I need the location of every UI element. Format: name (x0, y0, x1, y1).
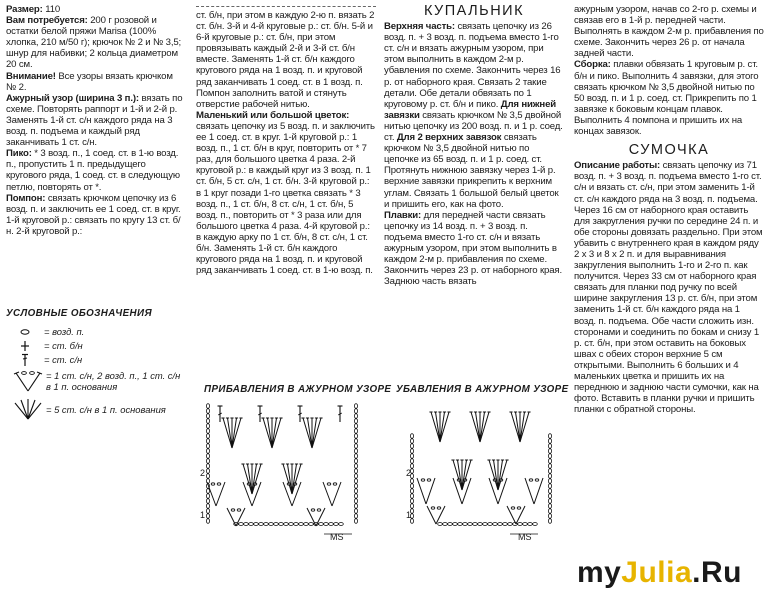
chain-stitch-mark (548, 449, 551, 454)
work-description-text: связать цепочку из 71 возд. п. + 3 возд. п. подъема вместо 1-го ст. с/н и вязать ст. с/н, при этом заменить 1-й ст. с/н каждого ряда на 3 возд. п. подъема. Через 16 см от наборного края оставить для закругления ручки по середине 24 п. и обе стороны довязать раздельно. При этом убавить с внутреннего края в каждом ряду 2 х 3 и 8 х 2 п. и для выравнивания закругления выполнить 1-го и 2-го п. как получится. Через 33 см от наборного края связать для планки под ручку по всей ширине закругления 13 р. ст. б/н, при этом заменить 1-й ст. б/н каждого ряда на 1 возд. п. подъема. Обе части сложить изн. сторонами и соединить по бокам и снизу 1 р. ст. б/н, при этом оставить на боковых швах с обеих сторон верхние 5 см открытыми. Выполнить 6 больших и 4 маленьких цветка и пришить их на переднюю и заднюю части сумочки, как на фото. Вставить в планки ручки и пришить планки с обратной стороны. (574, 160, 763, 416)
chain-stitch-mark (548, 459, 551, 464)
chain-stitch-mark (458, 523, 463, 526)
shell-stitch-mark (223, 418, 232, 448)
shell-stitch-mark (440, 412, 445, 442)
shell-stitch-mark (520, 412, 529, 442)
shell-stitch-mark (520, 412, 525, 442)
shell-stitch-mark (272, 418, 281, 448)
chain-stitch-mark (259, 523, 264, 526)
chain-stitch-mark (548, 439, 551, 444)
chain-stitch-mark (299, 523, 304, 526)
chain-stitch-mark (217, 483, 221, 485)
chain-stitch-mark (317, 509, 321, 511)
chain-stitch-mark (206, 474, 209, 479)
bag-heading: СУМОЧКА (628, 142, 710, 159)
shell-stitch-mark (292, 464, 301, 494)
chain-stitch-mark (354, 494, 357, 499)
chain-stitch-mark (284, 523, 289, 526)
legend-v-stitch-text: = 1 ст. с/н, 2 возд. п., 1 ст. с/н в 1 п. основания (46, 370, 181, 392)
chain-stitch-mark (354, 409, 357, 414)
shell-stitch-mark (498, 460, 503, 490)
assembly-label: Сборка: (574, 59, 611, 71)
chain-stitch-mark (289, 523, 294, 526)
flower-text: связать цепочку из 5 возд. п. и заключить ее 1 соед. ст. в круг. 1-й круговой р.: 1 возд. п., 1 ст. б/н в круг, повторить от * 7 раз, для большого цветка 4 раза. 2-й круговой р.: в каждый круг из 3 возд. п. 1 ст. б/н, 5 ст. с/н, 1 ст. б/н. 3-й круговой р.: в 1 круг позади 1-го цветка связать * 3 возд. п., 1 ст. б/н, 8 ст. с/н, 1 ст. б/н, 5 возд. п., повторить от * 3 раза или для большого цветка 4 раза. 4-й круговой р.: в каждую арку по 1 ст. б/н, 8 ст. с/н, 1 ст. б/н. Заменять 1-й ст. б/н каждого кругового ряда на 1 возд. п. и круговой ряд заканчивать 1 соед. ст. в 1-ю возд. п. (196, 120, 375, 277)
chain-stitch-mark (327, 483, 331, 485)
shell-stitch-mark (494, 460, 499, 490)
chain-stitch-mark (206, 419, 209, 424)
shell-stitch-mark (292, 464, 297, 494)
divider (196, 6, 376, 7)
chain-stitch-mark (254, 523, 259, 526)
chain-stitch-mark (354, 489, 357, 494)
ms-label-decrease: MS (518, 532, 532, 542)
shell-stitch-mark (453, 460, 462, 490)
chain-stitch-mark (548, 509, 551, 514)
chain-stitch-mark (410, 454, 413, 459)
chain-stitch-mark (354, 434, 357, 439)
shell-stitch-mark (462, 460, 467, 490)
chain-stitch-mark (244, 523, 249, 526)
chain-stitch-mark (548, 514, 551, 519)
chain-stitch-mark (354, 519, 357, 524)
legend-sc-text: = ст. б/н (44, 340, 83, 351)
chain-stitch-mark (319, 523, 324, 526)
assembly-text: плавки обвязать 1 круговым р. ст. б/н и пико. Выполнить 4 завязки, для этого связать крючком № 3,5 двойной нитью по 50 возд. п. и 1 р. соед. ст. Прикрепить по 1 завязке к боковым концам плавок. Выполнить 4 помпона и пришить их на концах завязок. (574, 59, 759, 138)
legend-row-dc (6, 353, 184, 367)
shell-stitch-mark (476, 412, 481, 442)
chain-stitch-mark (206, 424, 209, 429)
increase-chart (196, 396, 376, 546)
chain-stitch-mark (468, 523, 473, 526)
chain-stitch-mark (206, 494, 209, 499)
shell-stitch-mark (252, 464, 257, 494)
chain-stitch-mark (488, 523, 493, 526)
chain-stitch-mark (206, 489, 209, 494)
chain-stitch-mark (511, 507, 515, 509)
legend-shell-text: = 5 ст. с/н в 1 п. основания (46, 404, 166, 415)
chain-stitch-mark (274, 523, 279, 526)
v-stitch-icon (12, 369, 44, 393)
chain-stitch-mark (427, 479, 431, 481)
shell-stitch-mark (516, 412, 521, 442)
chain-stitch-mark (206, 499, 209, 504)
shell-stitch-mark (308, 418, 313, 448)
shell-stitch-mark (511, 412, 520, 442)
chain-stitch-mark (410, 504, 413, 509)
legend-row-v-stitch (6, 369, 184, 395)
shell-stitch-mark (440, 412, 449, 442)
chain-stitch-mark (518, 523, 523, 526)
top-part-label: Верхняя часть: (384, 21, 455, 33)
shell-stitch-mark (252, 464, 261, 494)
chain-stitch-mark (354, 454, 357, 459)
chain-stitch-mark (508, 523, 513, 526)
chain-stitch-mark (309, 523, 314, 526)
column-2 (196, 4, 376, 276)
shell-stitch-mark (436, 412, 441, 442)
logo-part-ru: .Ru (692, 556, 742, 589)
ms-label-increase: MS (330, 532, 344, 542)
increase-chart-title: ПРИБАВЛЕНИЯ В АЖУРНОМ УЗОРЕ (204, 384, 392, 395)
flower-label: Маленький или большой цветок: (196, 109, 350, 121)
chain-stitch-mark (498, 523, 503, 526)
chain-stitch-mark (324, 523, 329, 526)
v-stitch-mark (323, 482, 332, 506)
briefs-label: Плавки: (384, 209, 422, 221)
shell-stitch-mark (462, 460, 471, 490)
chain-stitch-mark (548, 504, 551, 509)
attention-label: Внимание! (6, 70, 56, 82)
chain-stitch-mark (473, 523, 478, 526)
chain-stitch-mark (431, 507, 435, 509)
chain-stitch-mark (206, 439, 209, 444)
chain-stitch-mark (206, 469, 209, 474)
chain-stitch-mark (529, 479, 533, 481)
chain-stitch-mark (354, 514, 357, 519)
v-stitch-mark (525, 478, 534, 504)
shell-stitch-mark (272, 418, 277, 448)
v-stitch-mark (534, 478, 543, 504)
chain-stitch-mark (548, 494, 551, 499)
chain-stitch-mark (548, 469, 551, 474)
chain-stitch-mark (548, 464, 551, 469)
chain-stitch-mark (354, 509, 357, 514)
v-stitch-mark (417, 478, 426, 504)
chain-stitch-mark (443, 523, 448, 526)
chain-stitch-mark (548, 454, 551, 459)
chain-stitch-mark (410, 479, 413, 484)
chain-stitch-mark (354, 424, 357, 429)
legend-dc-text: = ст. с/н (44, 354, 83, 365)
shell-stitch-mark (498, 460, 507, 490)
shell-stitch-mark (458, 460, 463, 490)
double-crochet-icon (14, 353, 36, 367)
chain-stitch-mark (311, 509, 315, 511)
top-ties-label: Для 2 верхних завязок (396, 132, 502, 144)
chain-stitch-icon (14, 325, 36, 339)
shell-stitch-mark (303, 418, 312, 448)
chain-stitch-mark (503, 523, 508, 526)
chain-stitch-mark (548, 434, 551, 439)
chain-stitch-mark (206, 404, 209, 409)
v-stitch-mark (332, 482, 341, 506)
chain-stitch-mark (206, 504, 209, 509)
chain-stitch-mark (478, 523, 483, 526)
chain-stitch-mark (329, 523, 334, 526)
row-number-2: 2 (200, 468, 206, 478)
shell-stitch-mark (288, 464, 293, 494)
chain-stitch-mark (239, 523, 244, 526)
top-ties-text: связать крючком № 3,5 двойной нитью по цепочке из 65 возд. п. и 1 р. соед. ст. Протянуть нижнюю завязку через 1-й р. верхние завязки прикрепить к верхним углам. Связать 1 большой белый цветок и пришить его, как на фото. (384, 132, 559, 210)
chain-stitch-mark (548, 489, 551, 494)
chain-stitch-mark (206, 434, 209, 439)
shell-stitch-mark (268, 418, 273, 448)
single-crochet-icon (14, 339, 36, 353)
chain-stitch-mark (463, 523, 468, 526)
briefs-continued-text: ажурным узором, начав со 2-го р. схемы и связав его в 1-й р. передней части. Выполнять в каждом 2-м р. прибавления по схеме. Закончить через 26 р. от начала задней части. (574, 4, 764, 60)
shell-stitch-mark (471, 412, 480, 442)
chain-stitch-mark (354, 464, 357, 469)
chain-stitch-mark (523, 523, 528, 526)
shell-stitch-mark (228, 418, 233, 448)
chain-stitch-mark (206, 409, 209, 414)
chain-stitch-mark (517, 507, 521, 509)
chain-stitch-mark (410, 494, 413, 499)
swimsuit-heading: КУПАЛЬНИК (423, 3, 525, 19)
pompon-continued-text: ст. б/н, при этом в каждую 2-ю п. вязать 2 ст. б/н. 3-й и 4-й круговые р.: ст. б/н. 5-й и 6-й круговые р.: ст. б/н, при этом провязывать каждый 2-й и 3-й ст. б/н вместе. Заменять 1-й ст. б/н каждого кругового ряда на 1 возд. п. и круговой ряд заканчивать 1 соед. ст. в 1 возд. п. Помпон заполнить ватой и стянуть отверстие рабочей нитью. (196, 10, 375, 110)
chain-stitch-mark (410, 449, 413, 454)
chain-stitch-mark (354, 484, 357, 489)
chain-stitch-mark (333, 483, 337, 485)
chain-stitch-mark (354, 449, 357, 454)
chain-stitch-mark (354, 499, 357, 504)
legend-title: УСЛОВНЫЕ ОБОЗНАЧЕНИЯ (6, 308, 153, 319)
chain-stitch-mark (354, 439, 357, 444)
chain-stitch-mark (493, 523, 498, 526)
row-number-2-dec: 2 (406, 468, 412, 478)
chain-stitch-mark (410, 489, 413, 494)
chain-stitch-mark (354, 404, 357, 409)
pompon-label: Помпон: (6, 192, 46, 204)
shell-stitch-mark (232, 418, 241, 448)
chain-stitch-mark (421, 479, 425, 481)
chain-stitch-mark (354, 429, 357, 434)
decrease-chart (400, 396, 570, 546)
legend-row-chain (6, 325, 184, 339)
chain-stitch-mark (410, 444, 413, 449)
chain-stitch-mark (269, 523, 274, 526)
bottom-tie-text: связать крючком № 3,5 двойной нитью цепочку из 200 возд. п. и 1 р. соед. ст. (384, 109, 563, 144)
chain-stitch-mark (237, 509, 241, 511)
chain-stitch-mark (548, 484, 551, 489)
chain-stitch-mark (206, 514, 209, 519)
column-4 (574, 4, 764, 415)
chain-stitch-mark (354, 474, 357, 479)
chain-stitch-mark (448, 523, 453, 526)
chain-stitch-mark (548, 519, 551, 524)
shell-stitch-mark (263, 418, 272, 448)
legend-chain-text: = возд. п. (44, 326, 85, 337)
materials-label: Вам потребуется: (6, 15, 88, 27)
chain-stitch-mark (294, 523, 299, 526)
chain-stitch-mark (453, 523, 458, 526)
pompon-text: связать крючком цепочку из 6 возд. п. и заключить ее 1 соед. ст. в круг. 1-й круговой р.: связать по кругу 13 ст. б/н. 2-й круговой р.: (6, 192, 181, 237)
shell-stitch-mark (489, 460, 498, 490)
chain-stitch-mark (304, 523, 309, 526)
picot-label: Пико: (6, 148, 32, 160)
chain-stitch-mark (410, 499, 413, 504)
shell-stitch-mark (480, 412, 489, 442)
chain-stitch-mark (437, 507, 441, 509)
chain-stitch-mark (206, 459, 209, 464)
chain-stitch-mark (483, 523, 488, 526)
chain-stitch-mark (548, 474, 551, 479)
chain-stitch-mark (354, 479, 357, 484)
chain-stitch-mark (211, 483, 215, 485)
row-number-1-dec: 1 (406, 510, 412, 520)
chain-stitch-mark (535, 479, 539, 481)
column-1 (6, 4, 184, 237)
legend (6, 308, 184, 423)
chain-stitch-mark (410, 434, 413, 439)
chain-stitch-mark (354, 459, 357, 464)
shell-stitch-icon (12, 397, 44, 421)
chain-stitch-mark (206, 414, 209, 419)
chain-stitch-mark (548, 499, 551, 504)
chain-stitch-mark (354, 419, 357, 424)
chain-stitch-mark (354, 469, 357, 474)
v-stitch-mark (426, 478, 435, 504)
shell-stitch-mark (480, 412, 485, 442)
shell-stitch-mark (243, 464, 252, 494)
bottom-tie-label: Для нижней завязки (384, 98, 557, 121)
legend-row-sc (6, 339, 184, 353)
openwork-text: вязать по схеме. Повторять раппорт и 1-й и 2-й р. Заменять 1-й ст. с/н каждого ряда на 3 возд. п. подъема и каждый ряд заканчивать 1 ст. с/н. (6, 92, 183, 149)
chain-stitch-mark (206, 464, 209, 469)
materials-text: 200 г розовой и остатки белой пряжи Marisa (100% хлопка, 210 м/50 г); крючок № 2 и № 3,5; шнур для набивки; 2 кольца диаметром 20 см. (6, 15, 182, 71)
chain-stitch-mark (206, 509, 209, 514)
chain-stitch-mark (438, 523, 443, 526)
shell-stitch-mark (283, 464, 292, 494)
size-label: Размер: (6, 4, 43, 15)
chain-stitch-mark (339, 523, 344, 526)
chain-stitch-mark (410, 439, 413, 444)
logo-part-julia: Julia (621, 556, 693, 589)
site-logo (577, 556, 742, 590)
chain-stitch-mark (410, 484, 413, 489)
briefs-text: для передней части связать цепочку из 14 возд. п. + 3 возд. п. подъема вместо 1-го ст. с/н и вязать ажурным узором, при этом выполнить в каждом 2-м р. прибавления по схеме. Закончить через 23 р. от наборного края. Заднюю часть вязать (384, 209, 562, 288)
chain-stitch-mark (206, 429, 209, 434)
chain-stitch-mark (410, 459, 413, 464)
decrease-chart-title: УБАВЛЕНИЯ В АЖУРНОМ УЗОРЕ (396, 384, 569, 395)
shell-stitch-mark (312, 418, 321, 448)
chain-stitch-mark (206, 449, 209, 454)
chain-stitch-mark (548, 444, 551, 449)
chain-stitch-mark (264, 523, 269, 526)
chain-stitch-mark (206, 519, 209, 524)
openwork-label: Ажурный узор (ширина 3 п.): (6, 92, 139, 104)
chain-stitch-mark (548, 479, 551, 484)
work-description-label: Описание работы: (574, 160, 661, 172)
chain-stitch-mark (354, 414, 357, 419)
shell-stitch-mark (312, 418, 317, 448)
v-stitch-mark (216, 482, 225, 506)
size-value: 110 (45, 4, 61, 15)
legend-row-shell (6, 397, 184, 423)
chain-stitch-mark (279, 523, 284, 526)
picot-text: * 3 возд. п., 1 соед. ст. в 1-ю возд. п., пропустить 1 п. предыдущего кругового ряда, 1 соед. ст. в следующую петлю, повторять от *. (6, 148, 180, 193)
column-3 (384, 4, 564, 287)
chain-stitch-mark (231, 509, 235, 511)
row-number-1: 1 (200, 510, 206, 520)
shell-stitch-mark (232, 418, 237, 448)
chain-stitch-mark (206, 444, 209, 449)
top-part-text: связать цепочку из 26 возд. п. + 3 возд. п. подъема вместо 1-го ст. с/н и вязать ажурным узором, при этом выполнить в каждом 2-м р. убавления по схеме. Закончить через 16 р. от наборного края. Связать 2 такие детали. Обе детали обвязать по 1 круговому р. ст. б/н и пико. (384, 21, 561, 110)
chain-stitch-mark (334, 523, 339, 526)
attention-text: Все узоры вязать крючком № 2. (6, 70, 173, 93)
logo-part-my: my (576, 556, 622, 589)
shell-stitch-mark (248, 464, 253, 494)
chain-stitch-mark (249, 523, 254, 526)
chain-stitch-mark (206, 454, 209, 459)
chain-stitch-mark (354, 444, 357, 449)
chain-stitch-mark (533, 523, 538, 526)
chain-stitch-mark (528, 523, 533, 526)
chain-stitch-mark (354, 504, 357, 509)
shell-stitch-mark (431, 412, 440, 442)
